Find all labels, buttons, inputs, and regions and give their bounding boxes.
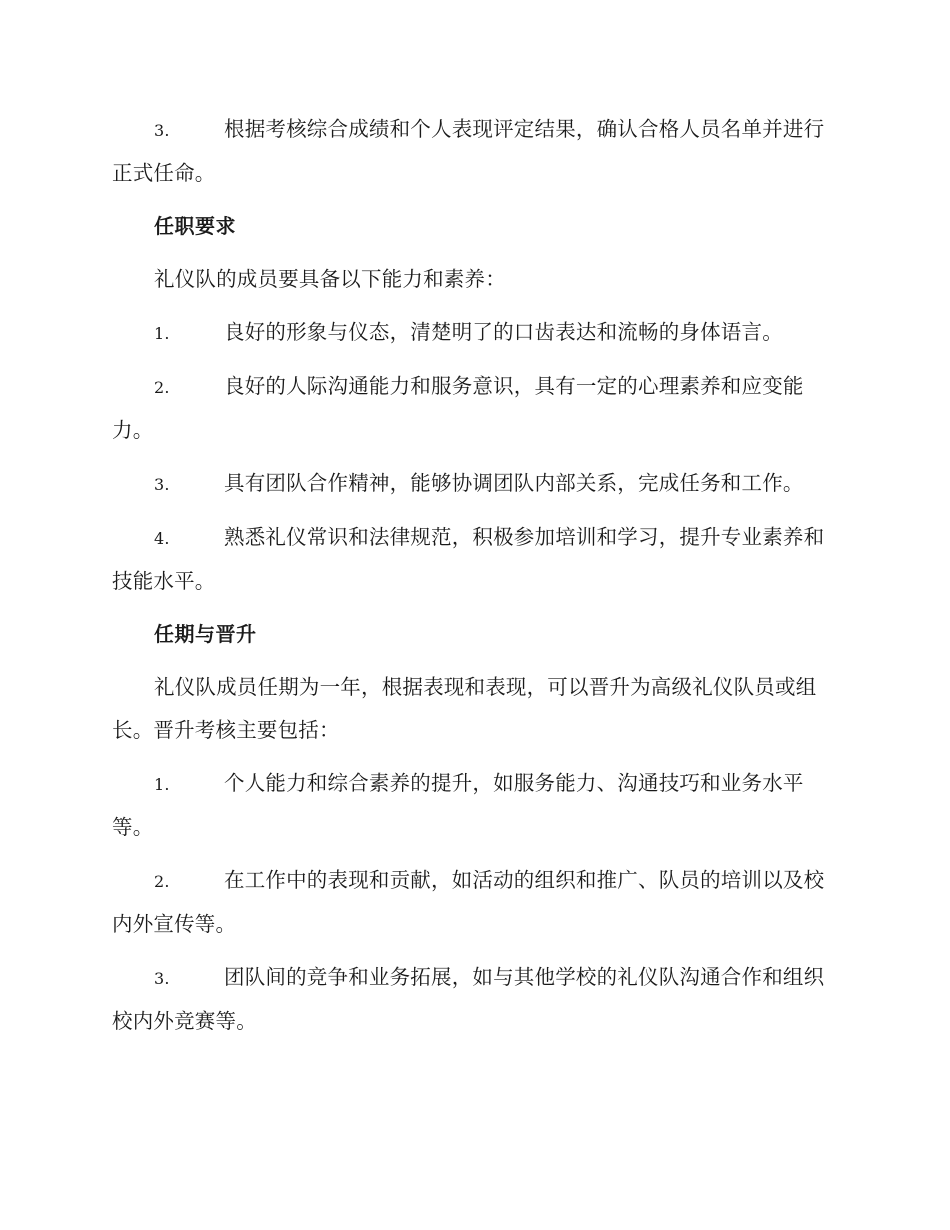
list-item-text: 良好的人际沟通能力和服务意识，具有一定的心理素养和应变能力。 [112,374,804,442]
list-number: 2. [154,872,170,891]
section-heading: 任期与晋升 [154,622,257,646]
list-item-text: 根据考核综合成绩和个人表现评定结果，确认合格人员名单并进行正式任命。 [112,117,825,185]
list-item [112,859,836,946]
list-number: 3. [154,969,170,988]
list-item-text: 良好的形象与仪态，清楚明了的口齿表达和流畅的身体语言。 [224,320,783,344]
list-number: 1. [154,775,170,794]
list-item-text: 个人能力和综合素养的提升，如服务能力、沟通技巧和业务水平等。 [112,771,804,839]
list-item [112,311,836,355]
list-item [112,516,836,603]
paragraph: 礼仪队的成员要具备以下能力和素养： [154,267,506,291]
list-number: 1. [154,324,170,343]
list-item-text: 具有团队合作精神，能够协调团队内部关系，完成任务和工作。 [224,471,804,495]
paragraph: 礼仪队成员任期为一年，根据表现和表现，可以晋升为高级礼仪队员或组长。晋升考核主要包括： [112,675,817,742]
list-item [112,956,836,1043]
document-body [112,108,836,1053]
list-item-text: 在工作中的表现和贡献，如活动的组织和推广、队员的培训以及校内外宣传等。 [112,868,825,936]
list-item [112,762,836,849]
section-heading: 任职要求 [154,214,236,238]
list-number: 2. [154,378,170,397]
list-number: 3. [154,121,170,140]
list-item [112,108,836,195]
list-item-text: 熟悉礼仪常识和法律规范，积极参加培训和学习，提升专业素养和技能水平。 [112,525,825,593]
list-item-text: 团队间的竞争和业务拓展，如与其他学校的礼仪队沟通合作和组织校内外竞赛等。 [112,965,825,1033]
list-number: 4. [154,529,170,548]
list-item [112,462,836,506]
list-item [112,365,836,452]
list-number: 3. [154,475,170,494]
